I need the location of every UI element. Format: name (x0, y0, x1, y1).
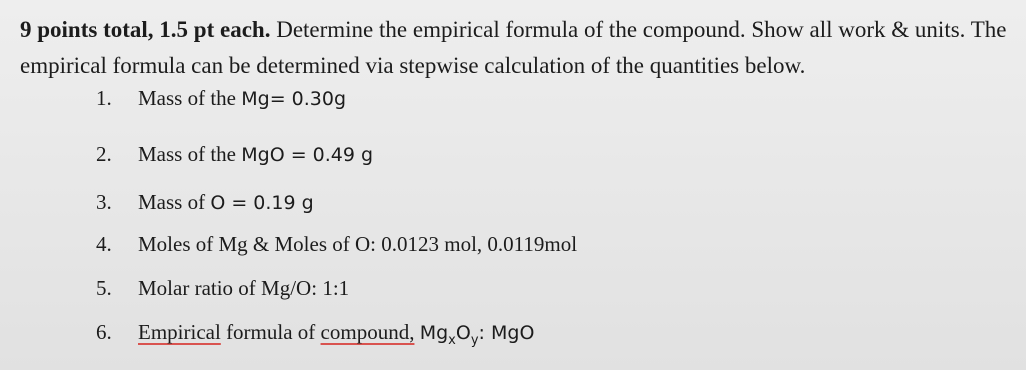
formula-answer: : MgO (478, 322, 535, 344)
item-value: MgO = 0.49 g (241, 144, 374, 166)
item-number: 4. (96, 232, 112, 256)
instructions-text: Determine the empirical formula of the compound. Show all work & units. The empirical formula can be determined via stepwise calculation of the quantities below. (20, 17, 1007, 78)
item-label: Mass of the (138, 142, 242, 166)
item-label: Moles of Mg & Moles of O: (138, 232, 382, 256)
question-prompt (20, 12, 1020, 84)
item-number: 3. (96, 190, 112, 214)
item-label: Mass of the (138, 86, 242, 110)
underlined-word-compound: compound, (320, 320, 415, 344)
item-label: Mass of (138, 190, 211, 214)
item-number: 2. (96, 142, 112, 166)
item-value: 0.0123 mol, 0.0119mol (381, 232, 578, 256)
item-label: Molar ratio of Mg/O: (138, 276, 323, 300)
list-item (96, 142, 373, 167)
item-value: 1:1 (322, 276, 350, 300)
item-number: 1. (96, 86, 112, 110)
list-item (96, 190, 314, 215)
item-value: O = 0.19 g (210, 192, 314, 214)
list-item (96, 276, 349, 301)
item-label: formula of (220, 320, 321, 344)
item-number: 5. (96, 276, 112, 300)
list-item (96, 232, 577, 257)
list-item (96, 320, 534, 348)
formula-template: $Mg_xO_y$ (419, 322, 479, 348)
list-item (96, 86, 346, 111)
item-value: Mg= 0.30g (241, 88, 347, 110)
points-statement: 9 points total, 1.5 pt each. (20, 17, 271, 42)
underlined-word-empirical: Empirical (138, 320, 221, 344)
item-number: 6. (96, 320, 112, 344)
